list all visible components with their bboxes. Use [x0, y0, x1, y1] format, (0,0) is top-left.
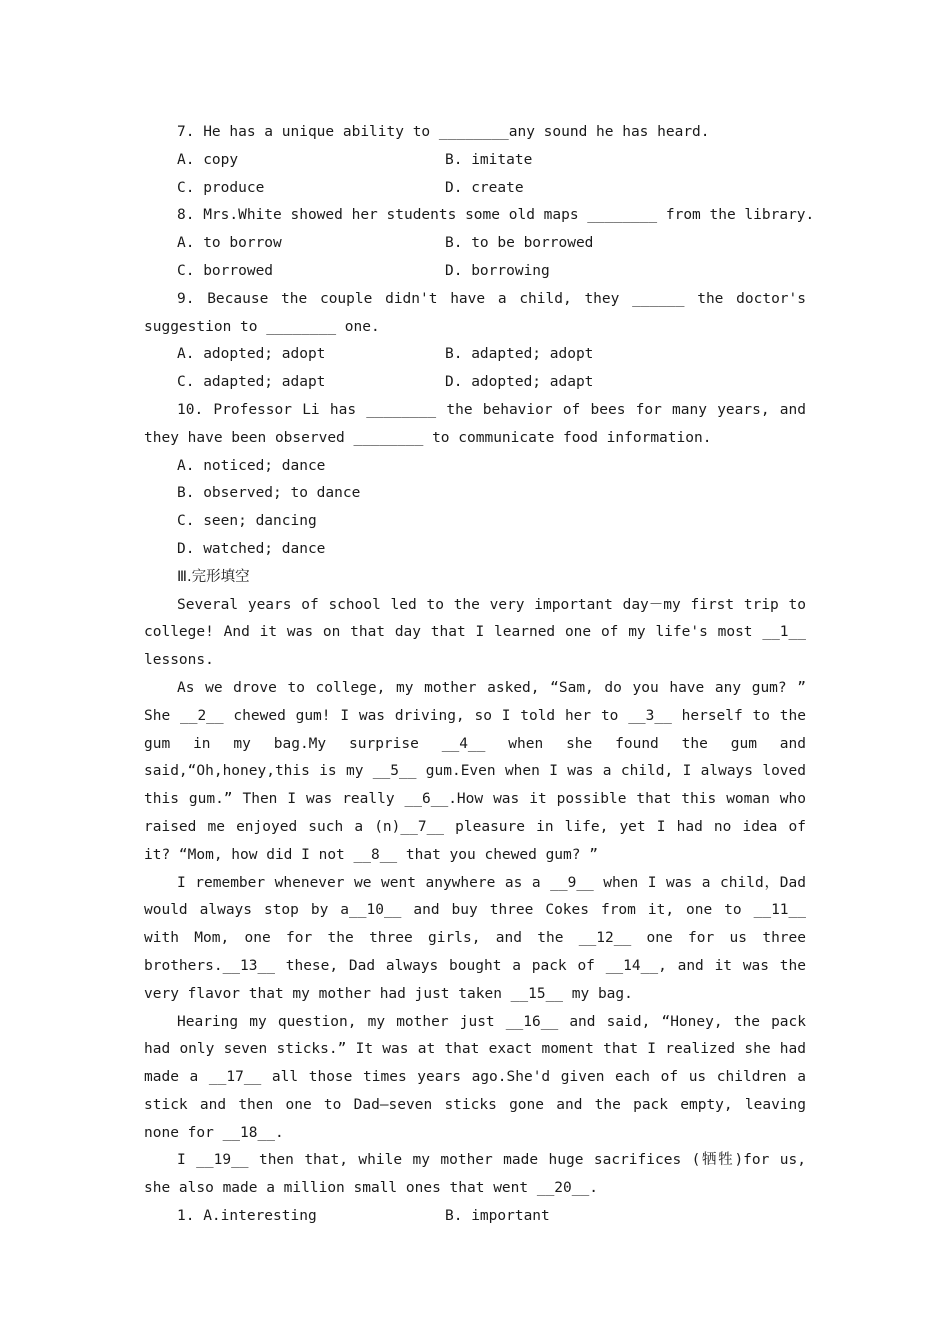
option-a: A. to borrow	[177, 235, 282, 252]
passage-paragraph-5: I __19__ then that, while my mother made huge sacrifices (牺牲)for us, she also made a million small ones that went __20__.	[144, 1152, 806, 1197]
question-8-options-row-1	[144, 230, 806, 258]
passage-paragraph-2: As we drove to college, my mother asked, “Sam, do you have any gum? ” She __2__ chewed gum! I was driving, so I told her to __3__ herself to the gum in my bag.My surprise __4__ when she found the gum and said,“Oh,honey,this is my __5__ gum.Even when I was a child, I always loved this gum.” Then I was really __6__.How was it possible that this woman who raised me enjoyed such a (n)__7__ pleasure in life, yet I had no idea of it? “Mom, how did I not __8__ that you chewed gum? ”	[144, 679, 806, 863]
cloze-question-1-options	[144, 1203, 806, 1231]
option-c: C. adapted; adapt	[177, 374, 326, 391]
question-10-stem: 10. Professor Li has ________ the behavior of bees for many years, and they have been observed ________ to communicate food information.	[144, 401, 806, 446]
option-b: B. important	[445, 1208, 550, 1225]
option-c: C. produce	[177, 179, 265, 196]
section-heading: Ⅲ.完形填空	[177, 568, 250, 585]
option-b: B. to be borrowed	[445, 235, 594, 252]
question-10-option-d: D. watched; dance	[177, 540, 326, 557]
option-d: D. create	[445, 179, 524, 196]
option-a: A. copy	[177, 151, 239, 168]
question-10-option-b: B. observed; to dance	[177, 485, 361, 502]
option-a: A. adopted; adopt	[177, 346, 326, 363]
question-10-option-c: C. seen; dancing	[177, 513, 317, 530]
passage-paragraph-3: I remember whenever we went anywhere as a __9__ when I was a child，Dad would always stop by a__10__ and buy three Cokes from it, one to __11__ with Mom, one for the three girls, and the __12__ one for us three brothers.__13__ these, Dad always bought a pack of __14__, and it was the very flavor that my mother had just taken __15__ my bag.	[144, 874, 806, 1002]
passage-paragraph-4: Hearing my question, my mother just __16__ and said, “Honey, the pack had only seven sticks.” It was at that exact moment that I realized she had made a __17__ all those times years ago.She'd given each of us children a stick and then one to Dad—seven sticks gone and the pack empty, leaving none for __18__.	[144, 1013, 806, 1141]
option-d: D. borrowing	[445, 262, 550, 279]
question-7-options-row-1	[144, 147, 806, 175]
question-9-stem: 9. Because the couple didn't have a child, they ______ the doctor's suggestion to ________ one.	[144, 290, 806, 335]
question-8-stem: 8. Mrs.White showed her students some old maps ________ from the library.	[177, 207, 815, 224]
document-page	[144, 119, 815, 1231]
question-10-option-a: A. noticed; dance	[177, 457, 326, 474]
option-b: B. imitate	[445, 151, 533, 168]
question-7-options-row-2	[144, 175, 806, 203]
question-9-options-row-1	[144, 341, 806, 369]
question-7-stem: 7. He has a unique ability to ________any sound he has heard.	[177, 124, 710, 140]
option-c: C. borrowed	[177, 262, 274, 279]
question-8-options-row-2	[144, 258, 806, 286]
option-b: B. adapted; adopt	[445, 346, 594, 363]
option-d: D. adopted; adapt	[445, 374, 594, 391]
option-a: 1. A.interesting	[177, 1208, 317, 1225]
passage-paragraph-1: Several years of school led to the very important day－my first trip to college! And it was on that day that I learned one of my life's most __1__ lessons.	[144, 596, 806, 669]
question-9-options-row-2	[144, 369, 806, 397]
